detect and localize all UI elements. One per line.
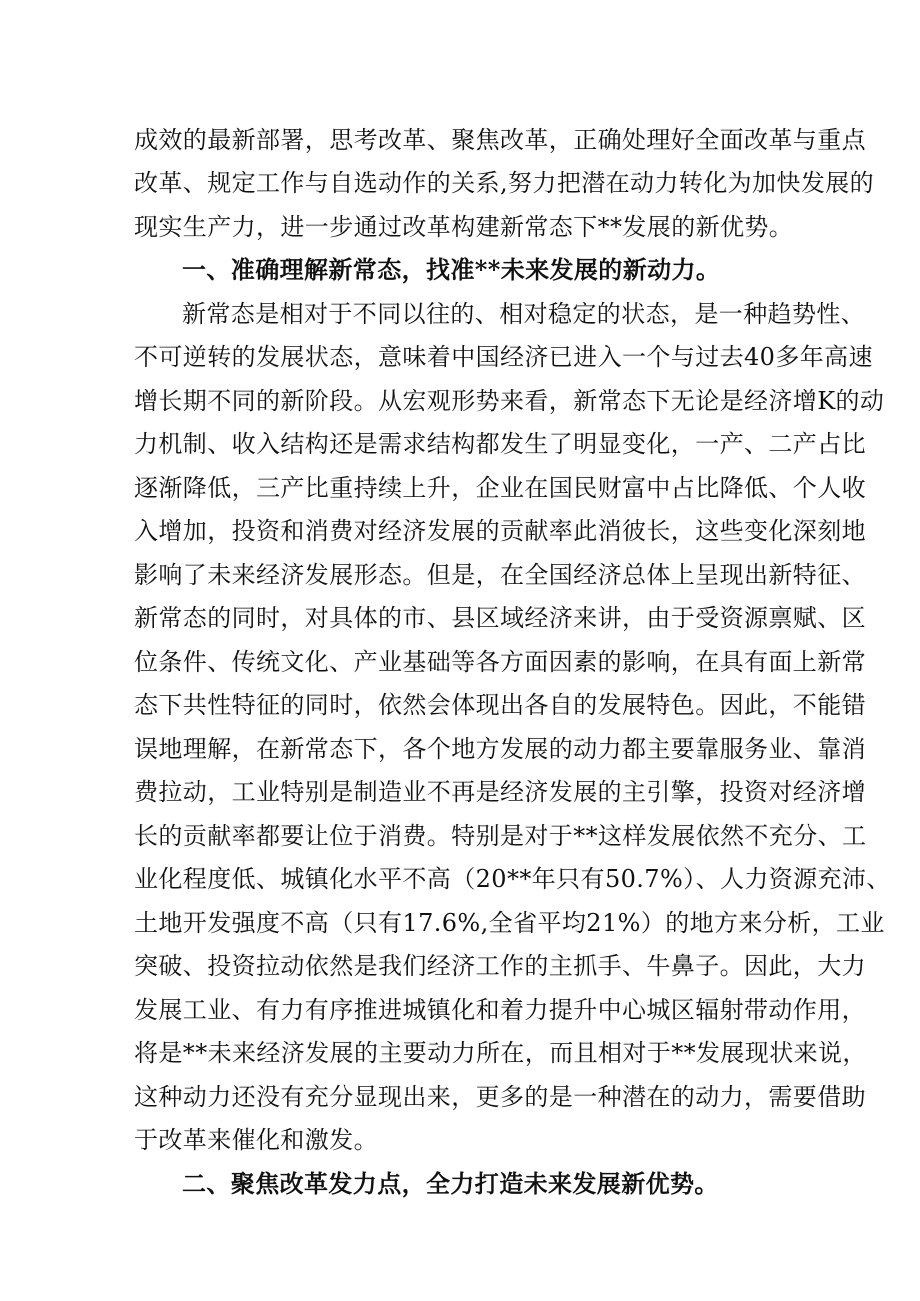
section-heading-2: 二、聚焦改革发力点，全力打造未来发展新优势。 — [182, 1169, 719, 1198]
body-text-line: 发展工业、有力有序推进城镇化和着力提升中心城区辐射带动作用， — [134, 996, 866, 1024]
body-text-line: 力机制、收入结构还是需求结构都发生了明显变化，一产、二产占比 — [134, 430, 866, 458]
body-text-line: 突破、投资拉动依然是我们经济工作的主抓手、牛鼻子。因此，大力 — [134, 952, 866, 980]
body-text-line: 新常态的同时，对具体的市、县区域经济来讲，由于受资源禀赋、区 — [134, 604, 866, 632]
body-text-line: 土地开发强度不高（只有17.6%,全省平均21%）的地方来分析，工业 — [134, 909, 885, 937]
body-text-line: 位条件、传统文化、产业基础等各方面因素的影响，在具有面上新常 — [134, 648, 866, 676]
body-text-line: 现实生产力，进一步通过改革构建新常态下**发展的新优势。 — [134, 213, 794, 241]
body-text-line: 长的贡献率都要让位于消费。特别是对于**这样发展依然不充分、工 — [134, 822, 867, 850]
body-text-line: 逐渐降低，三产比重持续上升，企业在国民财富中占比降低、个人收 — [134, 474, 866, 502]
body-text-line: 不可逆转的发展状态，意味着中国经济已进入一个与过去40多年高速 — [134, 343, 873, 371]
body-text-line: 新常态是相对于不同以往的、相对稳定的状态，是一种趋势性、 — [182, 300, 866, 328]
body-text-line: 改革、规定工作与自选动作的关系,努力把潜在动力转化为加快发展的 — [134, 169, 875, 197]
body-text-line: 这种动力还没有充分显现出来，更多的是一种潜在的动力，需要借助 — [134, 1083, 866, 1111]
body-text-line: 成效的最新部署，思考改革、聚焦改革，正确处理好全面改革与重点 — [134, 126, 866, 154]
body-text-line: 费拉动，工业特别是制造业不再是经济发展的主引擎，投资对经济增 — [134, 778, 866, 806]
body-text-line: 增长期不同的新阶段。从宏观形势来看，新常态下无论是经济增K的动 — [134, 387, 885, 415]
body-text-line: 于改革来催化和激发。 — [134, 1126, 378, 1154]
body-text-line: 影响了未来经济发展形态。但是，在全国经济总体上呈现出新特征、 — [134, 561, 866, 589]
body-text-line: 入增加，投资和消费对经济发展的贡献率此消彼长，这些变化深刻地 — [134, 517, 866, 545]
body-text-line: 误地理解，在新常态下，各个地方发展的动力都主要靠服务业、靠消 — [134, 735, 866, 763]
body-text-line: 将是**未来经济发展的主要动力所在，而且相对于**发展现状来说， — [134, 1039, 867, 1067]
section-heading-1: 一、准确理解新常态，找准**未来发展的新动力。 — [182, 255, 721, 284]
body-text-line: 业化程度低、城镇化水平不高（20**年只有50.7%）、人力资源充沛、 — [134, 865, 891, 893]
body-text-line: 态下共性特征的同时，依然会体现出各自的发展特色。因此，不能错 — [134, 691, 866, 719]
